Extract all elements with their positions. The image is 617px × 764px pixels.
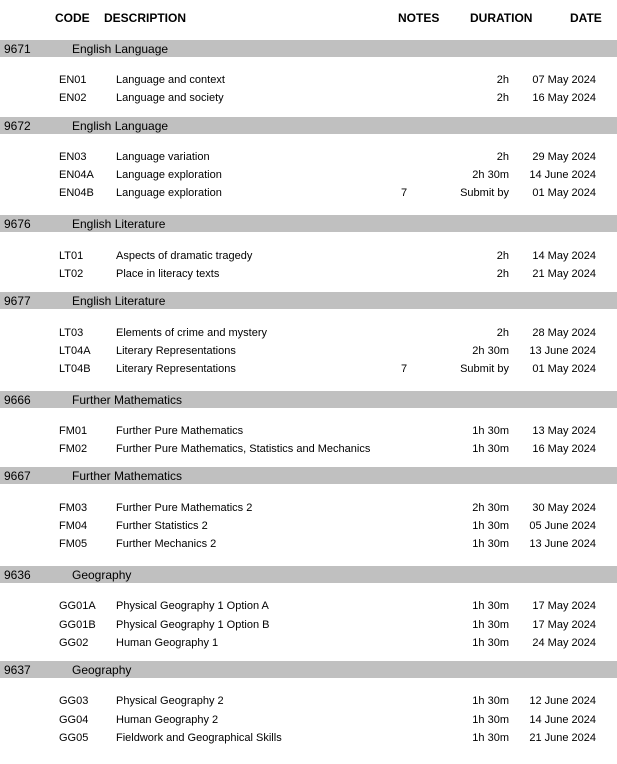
table-row [0,714,617,730]
row-description: Language exploration [116,187,222,199]
table-row [0,637,617,653]
row-duration: 1h 30m [472,443,509,455]
row-code: EN04B [59,187,94,199]
row-date: 13 May 2024 [532,425,596,437]
row-code: GG04 [59,714,89,726]
row-date: 13 June 2024 [529,538,596,550]
group-code: 9666 [4,393,31,407]
row-code: GG05 [59,732,89,744]
row-duration: 2h [496,74,509,86]
row-code: EN03 [59,151,87,163]
row-duration: 2h [496,151,509,163]
group-code: 9676 [4,217,31,231]
row-date: 14 May 2024 [532,250,596,262]
group-section [0,117,617,134]
group-band [0,215,617,232]
table-row [0,250,617,266]
row-description: Physical Geography 2 [116,695,224,707]
table-row [0,169,617,185]
group-code: 9677 [4,294,31,308]
row-code: FM02 [59,443,88,455]
row-duration: 1h 30m [472,619,509,631]
row-description: Language exploration [116,169,222,181]
row-date: 21 May 2024 [532,268,596,280]
group-section [0,215,617,232]
table-row [0,187,617,203]
row-date: 28 May 2024 [532,327,596,339]
group-band [0,117,617,134]
row-duration: Submit by [460,363,509,375]
group-name: Geography [72,568,132,582]
row-duration: 1h 30m [472,600,509,612]
row-code: EN01 [59,74,87,86]
row-duration: 2h 30m [472,169,509,181]
group-code: 9637 [4,663,31,677]
group-code: 9672 [4,119,31,133]
group-section [0,40,617,57]
row-code: LT01 [59,250,84,262]
table-row [0,345,617,361]
table-row [0,327,617,343]
row-code: EN02 [59,92,87,104]
row-date: 05 June 2024 [529,520,596,532]
row-duration: 1h 30m [472,714,509,726]
row-code: EN04A [59,169,94,181]
group-band [0,292,617,309]
row-date: 17 May 2024 [532,600,596,612]
header-notes: NOTES [398,11,440,25]
row-date: 01 May 2024 [532,363,596,375]
row-duration: 1h 30m [472,695,509,707]
row-date: 12 June 2024 [529,695,596,707]
row-code: GG01A [59,600,96,612]
group-name: Further Mathematics [72,469,183,483]
table-row [0,538,617,554]
group-name: English Language [72,119,169,133]
group-code: 9667 [4,469,31,483]
group-section [0,467,617,484]
table-row [0,695,617,711]
row-description: Physical Geography 1 Option A [116,600,269,612]
row-date: 13 June 2024 [529,345,596,357]
table-row [0,443,617,459]
group-band [0,467,617,484]
table-row [0,151,617,167]
row-duration: 2h 30m [472,502,509,514]
row-date: 07 May 2024 [532,74,596,86]
row-date: 17 May 2024 [532,619,596,631]
row-notes: 7 [401,187,408,199]
row-description: Language and context [116,74,225,86]
row-duration: 2h [496,268,509,280]
row-duration: 1h 30m [472,425,509,437]
row-duration: 2h [496,250,509,262]
row-code: LT04A [59,345,91,357]
row-duration: 1h 30m [472,637,509,649]
group-section [0,566,617,583]
group-name: English Language [72,42,169,56]
row-description: Further Pure Mathematics, Statistics and Mechanics [116,443,371,455]
table-row [0,619,617,635]
row-description: Human Geography 2 [116,714,219,726]
group-name: Further Mathematics [72,393,183,407]
table-row [0,74,617,90]
header-duration: DURATION [470,11,533,25]
table-row [0,502,617,518]
row-description: Place in literacy texts [116,268,220,280]
header-date: DATE [570,11,602,25]
group-band [0,661,617,678]
group-section [0,661,617,678]
table-row [0,732,617,748]
row-description: Language variation [116,151,210,163]
row-code: FM05 [59,538,88,550]
row-duration: 1h 30m [472,538,509,550]
row-duration: 2h [496,327,509,339]
group-name: Geography [72,663,132,677]
row-code: GG02 [59,637,89,649]
group-section [0,292,617,309]
row-code: GG03 [59,695,89,707]
row-description: Literary Representations [116,363,236,375]
row-date: 24 May 2024 [532,637,596,649]
group-section [0,391,617,408]
table-row [0,268,617,284]
row-date: 21 June 2024 [529,732,596,744]
row-description: Further Statistics 2 [116,520,208,532]
group-band [0,40,617,57]
row-date: 14 June 2024 [529,714,596,726]
row-description: Language and society [116,92,224,104]
row-date: 30 May 2024 [532,502,596,514]
table-row [0,363,617,379]
row-code: GG01B [59,619,96,631]
group-name: English Literature [72,217,166,231]
row-duration: 2h [496,92,509,104]
table-row [0,520,617,536]
group-band [0,566,617,583]
row-notes: 7 [401,363,408,375]
row-description: Further Mechanics 2 [116,538,217,550]
row-date: 14 June 2024 [529,169,596,181]
table-row [0,600,617,616]
row-date: 01 May 2024 [532,187,596,199]
header-code: CODE [55,11,90,25]
row-duration: 2h 30m [472,345,509,357]
row-date: 29 May 2024 [532,151,596,163]
table-row [0,92,617,108]
group-band [0,391,617,408]
row-code: LT04B [59,363,91,375]
row-code: FM03 [59,502,88,514]
row-duration: 1h 30m [472,520,509,532]
table-row [0,425,617,441]
row-code: FM01 [59,425,88,437]
row-code: LT03 [59,327,84,339]
group-code: 9671 [4,42,31,56]
row-code: FM04 [59,520,88,532]
row-description: Aspects of dramatic tragedy [116,250,253,262]
row-description: Physical Geography 1 Option B [116,619,270,631]
header-description: DESCRIPTION [104,11,187,25]
group-name: English Literature [72,294,166,308]
row-duration: Submit by [460,187,509,199]
row-description: Further Pure Mathematics 2 [116,502,253,514]
row-duration: 1h 30m [472,732,509,744]
row-description: Human Geography 1 [116,637,219,649]
row-description: Literary Representations [116,345,236,357]
row-description: Elements of crime and mystery [116,327,267,339]
row-date: 16 May 2024 [532,92,596,104]
table-header [0,11,617,25]
group-code: 9636 [4,568,31,582]
row-description: Fieldwork and Geographical Skills [116,732,282,744]
row-code: LT02 [59,268,84,280]
row-date: 16 May 2024 [532,443,596,455]
row-description: Further Pure Mathematics [116,425,244,437]
